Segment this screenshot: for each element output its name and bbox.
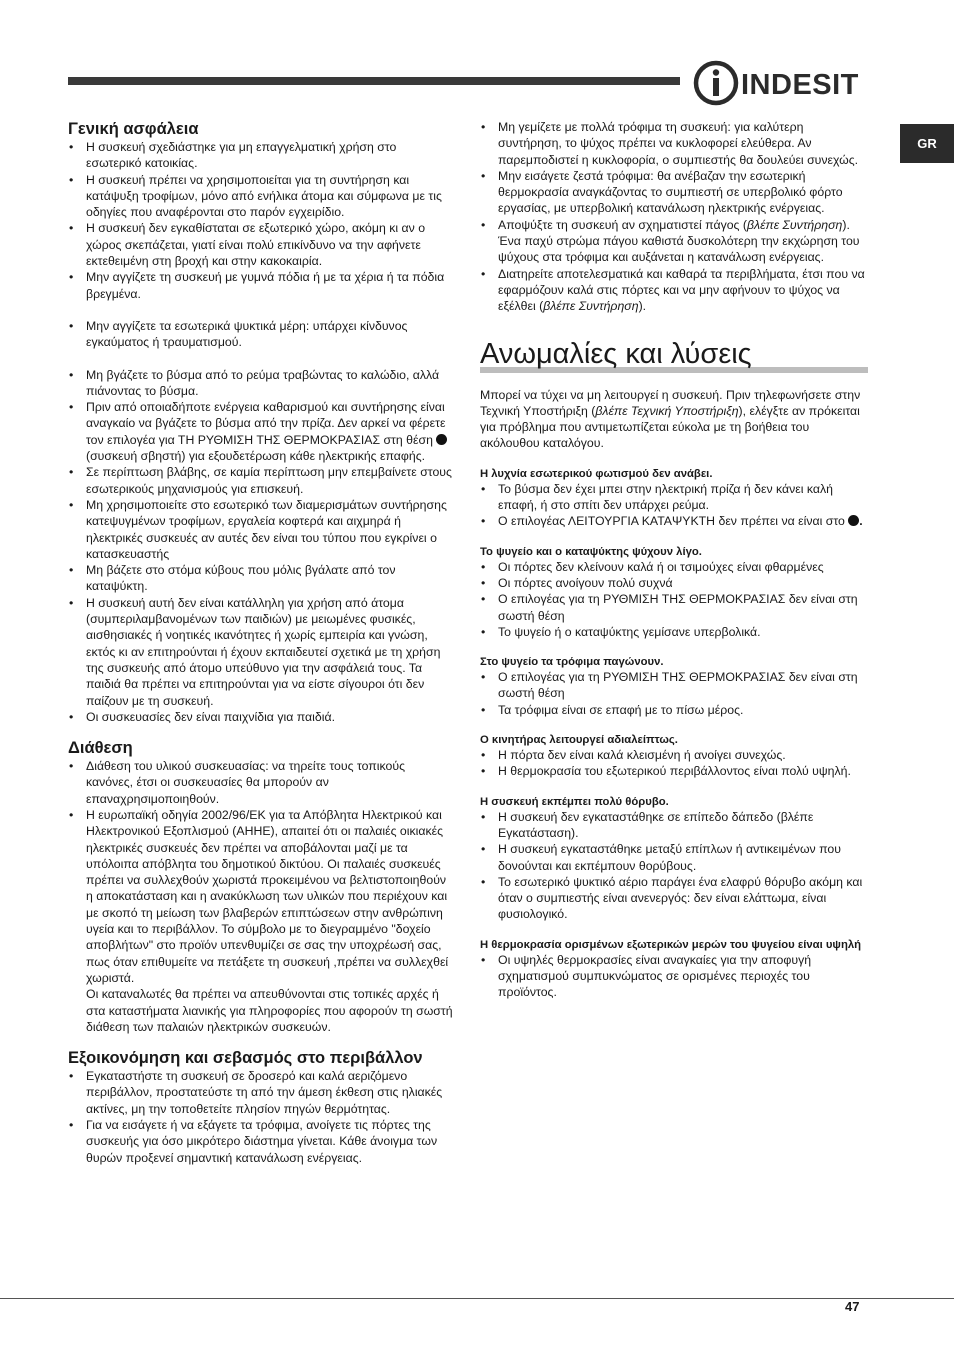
section-title-disposal: Διάθεση: [68, 739, 133, 758]
list-item: • Τα τρόφιμα είναι σε επαφή με το πίσω μέρος.: [480, 702, 870, 718]
problem-solutions-list: [480, 481, 870, 530]
svg-text:INDESIT: INDESIT: [741, 69, 859, 101]
list-item: • Η συσκευή δεν εγκαταστάθηκε σε επίπεδο δάπεδο (βλέπε Εγκατάσταση).: [480, 809, 870, 842]
problem-heading: Η συσκευή εκπέμπει πολύ θόρυβο.: [480, 795, 669, 808]
list-item: • Οι πόρτες δεν κλείνουν καλά ή οι τσιμούχες είναι φθαρμένες: [480, 559, 870, 575]
list-item: • Διατηρείτε αποτελεσματικά και καθαρά τα περιβλήματα, έτσι που να εφαρμόζουν καλά στις πόρτες και να μην αφήνουν το ψύχος να εξέλθει (βλέπε Συντήρηση).: [480, 266, 870, 315]
list-item: • Ο επιλογέας για τη ΡΥΘΜΙΣΗ ΤΗΣ ΘΕΡΜΟΚΡΑΣΙΑΣ δεν είναι στη σωστή θέση: [480, 591, 870, 624]
problem-solutions-list: [480, 952, 870, 1001]
list-item: • Η συσκευή εγκαταστάθηκε μεταξύ επίπλων ή αντικειμένων που δονούνται και εκπέμπουν θορύβους.: [480, 841, 870, 874]
left-column: [68, 120, 454, 1166]
problem-solutions-list: [480, 809, 870, 923]
list-item: • Η συσκευή δεν εγκαθίσταται σε εξωτερικό χώρο, ακόμη κι αν ο χώρος σκεπάζεται, γιατί είναι πολύ επικίνδυνο να την αφήνετε εκτεθειμένη στη βροχή και στην κακοκαιρία.: [68, 220, 454, 269]
list-item: • Μην αγγίζετε τη συσκευή με γυμνά πόδια ή με τα χέρια ή τα πόδια βρεγμένα.: [68, 269, 454, 302]
problem-solutions-list: [480, 669, 870, 718]
page-title: Ανωμαλίες και λύσεις: [480, 337, 752, 370]
energy-saving-list-continued: [480, 119, 870, 315]
list-item: • Μη βγάζετε το βύσμα από το ρεύμα τραβώντας το καλώδιο, αλλά πιάνοντας το βύσμα.: [68, 367, 454, 400]
list-item: • Αποψύξτε τη συσκευή αν σχηματιστεί πάγος (βλέπε Συντήρηση). Ένα παχύ στρώμα πάγου καθιστά δυσκολότερη την εκχώρηση του ψύχους στα τρόφιμα και αυξάνεται η κατανάλωση ενέργειας.: [480, 217, 870, 266]
header-rule: [68, 77, 680, 85]
list-item: • Οι πόρτες ανοίγουν πολύ συχνά: [480, 575, 870, 591]
list-item: • Μη χρησιμοποιείτε στο εσωτερικό των διαμερισμάτων συντήρησης κατεψυγμένων τροφίμων, εργαλεία κοφτερά και αιχμηρά ή ηλεκτρικές συσκευές αν αυτές δεν είναι του τύπου που εγκρίνει ο κατασκευαστής: [68, 497, 454, 562]
off-position-dot-icon: [848, 515, 859, 526]
list-item: • Οι συσκευασίες δεν είναι παιχνίδια για παιδιά.: [68, 709, 454, 725]
page-number: 47: [845, 1299, 860, 1314]
list-item: • Για να εισάγετε ή να εξάγετε τα τρόφιμα, ανοίγετε τις πόρτες της συσκευής για όσο μικρότερο διάστημα γίνεται. Κάθε άνοιγμα των θυρών προξενεί σημαντική κατανάλωση ενέργειας.: [68, 1117, 454, 1166]
list-item: • Η συσκευή πρέπει να χρησιμοποιείται για τη συντήρηση και κατάψυξη τροφίμων, μόνο από ενήλικα άτομα και σύμφωνα με τις οδηγίες που αναφέρονται στο παρόν εγχειρίδιο.: [68, 172, 454, 221]
list-item: • Οι υψηλές θερμοκρασίες είναι αναγκαίες για την αποφυγή σχηματισμού συμπυκνώματος σε ορισμένες περιοχές του προϊόντος.: [480, 952, 870, 1001]
language-badge: GR: [900, 124, 954, 163]
section-title-general-safety: Γενική ασφάλεια: [68, 120, 199, 138]
list-item: • Μη βάζετε στο στόμα κύβους που μόλις βγάλατε από τον καταψύκτη.: [68, 562, 454, 595]
list-item: • Ο επιλογέας για τη ΡΥΘΜΙΣΗ ΤΗΣ ΘΕΡΜΟΚΡΑΣΙΑΣ δεν είναι στη σωστή θέση: [480, 669, 870, 702]
footer-rule: [0, 1298, 954, 1299]
indesit-logo: [692, 60, 870, 106]
list-item: • Το εσωτερικό ψυκτικό αέριο παράγει ένα ελαφρύ θόρυβο ακόμη και όταν ο συμπιεστής είναι ανενεργός: δεν είναι ελάττωμα, είναι φυσιολογικό.: [480, 874, 870, 923]
list-item: • Διάθεση του υλικού συσκευασίας: να τηρείτε τους τοπικούς κανόνες, έτσι οι συσκευασίες θα μπορούν αν επαναχρησιμοποιηθούν.: [68, 758, 454, 807]
list-item: • Μη γεμίζετε με πολλά τρόφιμα τη συσκευή: για καλύτερη συντήρηση, το ψύχος πρέπει να κυκλοφορεί ελεύθερα. Αν παρεμποδιστεί η κυκλοφορία, ο συμπιεστής θα δουλεύει συνεχώς.: [480, 119, 870, 168]
problem-solutions-list: [480, 559, 870, 640]
problem-heading: Η λυχνία εσωτερικού φωτισμού δεν ανάβει.: [480, 467, 713, 480]
right-column: [480, 119, 870, 1001]
list-item: • Το ψυγείο ή ο καταψύκτης γεμίσανε υπερβολικά.: [480, 624, 870, 640]
list-item: • Μην εισάγετε ζεστά τρόφιμα: θα ανέβαζαν την εσωτερική θερμοκρασία αναγκάζοντας το συμπιεστή σε υπερβολικό φόρτο εργασίας, με υπερβολική κατανάλωση ηλεκτρικής ενέργειας.: [480, 168, 870, 217]
list-item: • Η θερμοκρασία του εξωτερικού περιβάλλοντος είναι πολύ υψηλή.: [480, 763, 870, 779]
disposal-list: [68, 758, 454, 1035]
section-title-energy-saving: Εξοικονόμηση και σεβασμός στο περιβάλλον: [68, 1049, 423, 1068]
off-position-dot-icon: [436, 434, 447, 445]
problem-heading: Στο ψυγείο τα τρόφιμα παγώνουν.: [480, 656, 664, 669]
list-item: • Σε περίπτωση βλάβης, σε καμία περίπτωση μην επεμβαίνετε στους εσωτερικούς μηχανισμούς για επισκευή.: [68, 464, 454, 497]
problem-solutions-list: [480, 747, 870, 780]
list-item: • Η συσκευή αυτή δεν είναι κατάλληλη για χρήση από άτομα (συμπεριλαμβανομένων των παιδιών) με μειωμένες φυσικές, αισθησιακές ή νοητικές ικανότητες ή χωρίς εμπειρία και γνώση, εκτός κι αν επιτηρούνται ή έχουν εκπαιδευτεί σχετικά με τη χρήση της συσκευής από άτομο υπεύθυνο για την ασφάλειά τους. Τα παιδιά θα πρέπει να επιτηρούνται για να είστε σίγουροι ότι δεν παίζουν με τη συσκευή.: [68, 595, 454, 709]
list-item: • Ο επιλογέας ΛΕΙΤΟΥΡΓΙΑ ΚΑΤΑΨΥΚΤΗ δεν πρέπει να είναι στο .: [480, 513, 870, 529]
list-item: • Μην αγγίζετε τα εσωτερικά ψυκτικά μέρη: υπάρχει κίνδυνος εγκαύματος ή τραυματισμού.: [68, 318, 454, 351]
list-item: • Το βύσμα δεν έχει μπει στην ηλεκτρική πρίζα ή δεν κάνει καλή επαφή, ή στο σπίτι δεν υπάρχει ρεύμα.: [480, 481, 870, 514]
intro-paragraph: Μπορεί να τύχει να μη λειτουργεί η συσκευή. Πριν τηλεφωνήσετε στην Τεχνική Υποστήριξη (βλέπε Τεχνική Υποστήριξη), ελέγξτε αν πρόκειται για πρόβλημα που αντιμετωπίζεται εύκολα με τη βοήθεια του ακόλουθου καταλόγου.: [480, 387, 861, 451]
problem-heading: Η θερμοκρασία ορισμένων εξωτερικών μερών του ψυγείου είναι υψηλή: [480, 938, 862, 951]
list-item: • Η συσκευή σχεδιάστηκε για μη επαγγελματική χρήση στο εσωτερικό κατοικίας.: [68, 139, 454, 172]
list-item: • Η ευρωπαϊκή οδηγία 2002/96/ΕΚ για τα Απόβλητα Ηλεκτρικού και Ηλεκτρονικού Εξοπλισμού (ΑΗΗΕ), απαιτεί ότι οι παλαιές οικιακές ηλεκτρικές συσκευές δεν πρέπει να αποβάλονται μαζί με τα υπόλοιπα απόβλητα του δημοτικού δικτύου. Οι παλαιές συσκευές πρέπει να συλλεχθούν χωριστά προκειμένου να βελτιστοποιηθούν η αποκατάσταση και η ανακύκλωση των υλικών που περιέχουν και με σκοπό τη μείωση των βλαβερών επιπτώσεων στην ανθρώπινη υγεία και το περιβάλλον. Το σύμβολο με το διεγραμμένο "δοχείο αποβλήτων" στο προϊόν υπενθυμίζει σε σας την υποχρέωσή σας, πως όταν επιθυμείτε να πετάξετε τη συσκευή ,πρέπει να συλλεχθεί χωριστά. Οι καταναλωτές θα πρέπει να απευθύνονται στις τοπικές αρχές ή στα καταστήματα λιανικής για πληροφορίες που αφορούν τη σωστή διάθεση των παλαιών ηλεκτρικών συσκευών.: [68, 807, 454, 1035]
list-item: • Η πόρτα δεν είναι καλά κλεισμένη ή ανοίγει συνεχώς.: [480, 747, 870, 763]
problem-heading: Το ψυγείο και ο καταψύκτης ψύχουν λίγο.: [480, 545, 702, 558]
list-item: • Πριν από οποιαδήποτε ενέργεια καθαρισμού και συντήρησης είναι αναγκαίο να βγάζετε το βύσμα από την πρίζα. Δεν αρκεί να φέρετε τον επιλογέα για ΤΗ ΡΥΘΜΙΣΗ ΤΗΣ ΘΕΡΜΟΚΡΑΣΙΑΣ στη θέση (συσκευή σβηστή) για εξουδετέρωση κάθε ηλεκτρικής επαφής.: [68, 399, 454, 464]
general-safety-list: [68, 139, 454, 725]
energy-saving-list: [68, 1068, 454, 1166]
list-item: • Εγκαταστήστε τη συσκευή σε δροσερό και καλά αεριζόμενο περιβάλλον, προστατεύστε τη από την άμεση έκθεση στις ηλιακές ακτίνες, μη την τοποθετείτε πλησίον πηγών θερμότητας.: [68, 1068, 454, 1117]
problem-heading: Ο κινητήρας λειτουργεί αδιαλείπτως.: [480, 734, 678, 747]
